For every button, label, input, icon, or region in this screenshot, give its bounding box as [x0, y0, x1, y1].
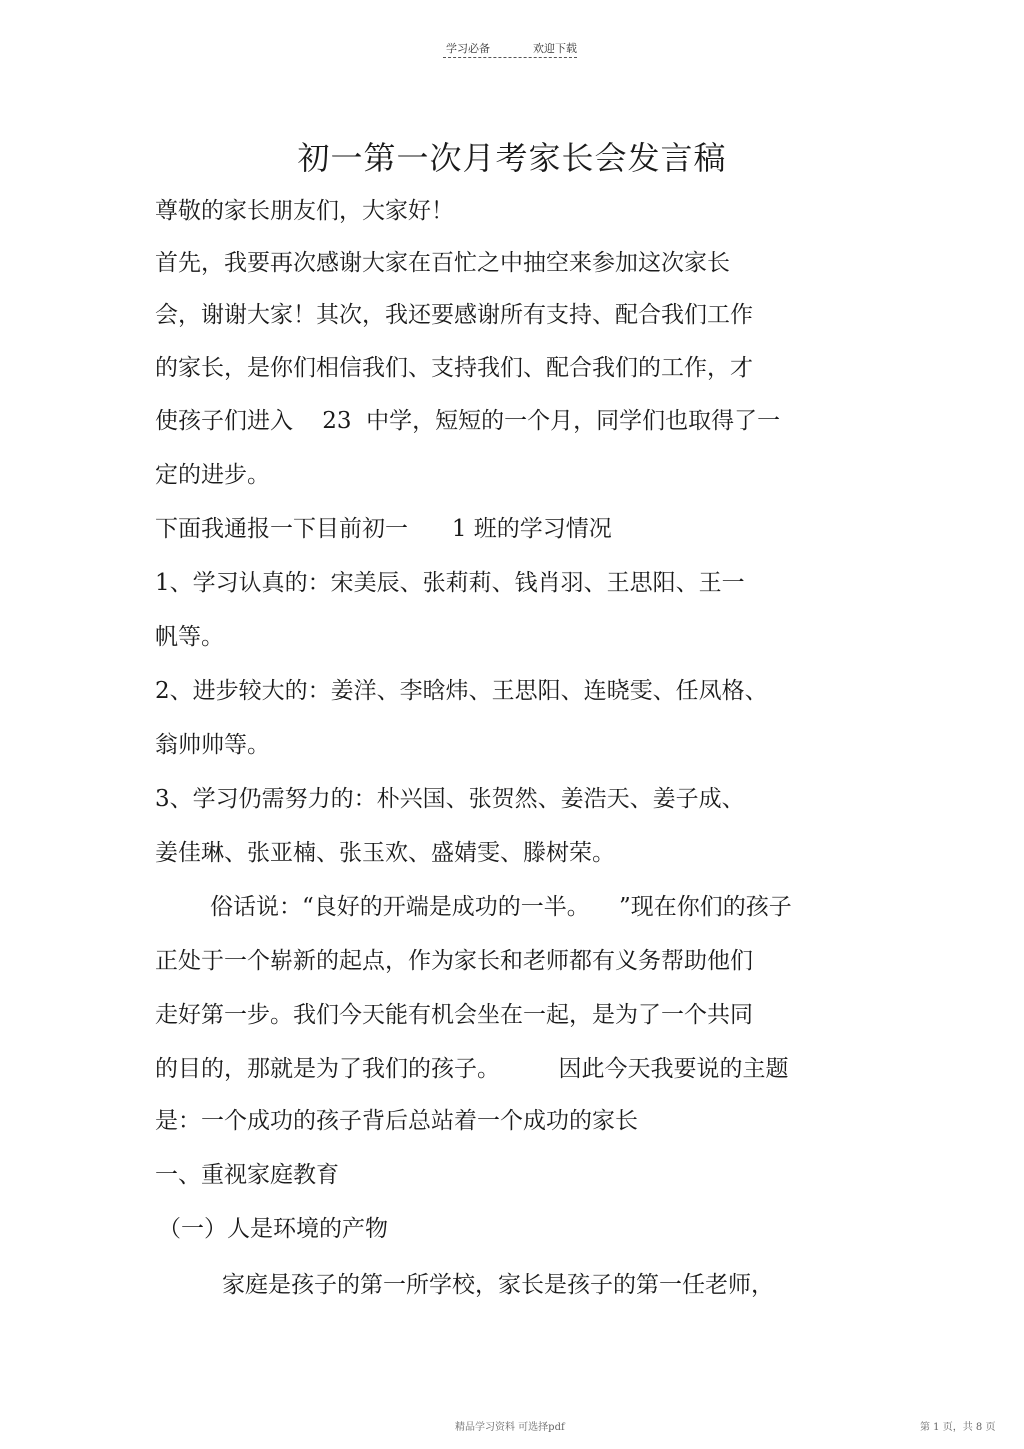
body-line: 帆等。 [155, 624, 224, 650]
body-line: 尊敬的家长朋友们，大家好！ [155, 198, 454, 224]
body-line: 翁帅帅等。 [155, 732, 270, 758]
body-line: 走好第一步。我们今天能有机会坐在一起，是为了一个共同 [155, 1002, 753, 1028]
header-divider [443, 57, 577, 58]
body-line: 正处于一个崭新的起点，作为家长和老师都有义务帮助他们 [155, 948, 753, 974]
section-heading: 一、重视家庭教育 [155, 1162, 339, 1188]
header-left: 学习必备 [446, 42, 490, 55]
body-line: 姜佳琳、张亚楠、张玉欢、盛婧雯、滕树荣。 [155, 840, 615, 866]
body-line: 家庭是孩子的第一所学校，家长是孩子的第一任老师， [222, 1272, 774, 1298]
subsection-heading: （一）人是环境的产物 [158, 1216, 388, 1242]
body-line: 3、学习仍需努力的：朴兴国、张贺然、姜浩天、姜子成、 [155, 786, 745, 812]
body-line: 首先，我要再次感谢大家在百忙之中抽空来参加这次家长 [155, 250, 730, 276]
body-line: 是：一个成功的孩子背后总站着一个成功的家长 [155, 1108, 638, 1134]
body-line: 使孩子们进入 23 中学，短短的一个月，同学们也取得了一 [155, 408, 781, 434]
footer-right: 第 1 页，共 8 页 [920, 1422, 996, 1433]
body-line: 的家长，是你们相信我们、支持我们、配合我们的工作，才 [155, 355, 753, 381]
header-right: 欢迎下载 [533, 42, 577, 55]
body-line: 俗话说：“良好的开端是成功的一半。 ”现在你们的孩子 [210, 894, 792, 920]
body-line: 会，谢谢大家！其次，我还要感谢所有支持、配合我们工作 [155, 302, 753, 328]
footer-left: 精品学习资料 可选择pdf [455, 1422, 565, 1433]
body-line: 定的进步。 [155, 462, 270, 488]
body-line: 下面我通报一下目前初一 1 班的学习情况 [155, 516, 612, 542]
page-title: 初一第一次月考家长会发言稿 [297, 139, 727, 177]
body-line: 2、进步较大的：姜洋、李晗炜、王思阳、连晓雯、任凤格、 [155, 678, 768, 704]
body-line: 1、学习认真的：宋美辰、张莉莉、钱肖羽、王思阳、王一 [155, 570, 745, 596]
body-line: 的目的，那就是为了我们的孩子。 因此今天我要说的主题 [155, 1056, 789, 1082]
